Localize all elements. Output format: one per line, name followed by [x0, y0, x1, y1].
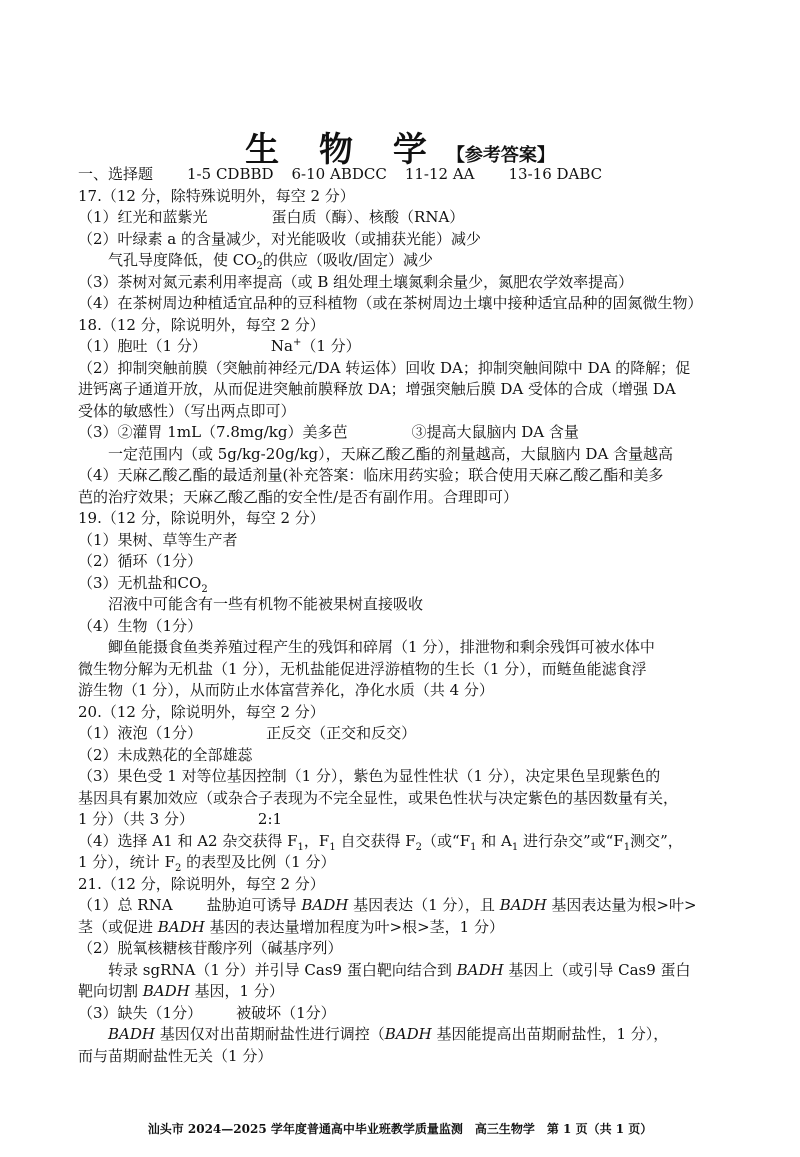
q20-3-line3a: 1 分）（共 3 分）: [78, 810, 194, 828]
q21-2b2: 基因上（或引导 Cas9 蛋白: [503, 960, 691, 979]
q17-2b-post: 的供应（吸收/固定）减少: [262, 251, 433, 269]
mcq-answers: [78, 164, 738, 186]
q17-2b-pre: 气孔导度降低，使 CO: [108, 251, 257, 269]
q21-1a: （1）总 RNA: [78, 896, 173, 914]
q21-heading: 21.（12 分，除说明外，每空 2 分）: [78, 874, 325, 893]
q21-1b: 盐胁迫可诱导: [206, 896, 302, 914]
q21-answer-3c-line2: 而与苗期耐盐性无关（1 分）: [78, 1046, 273, 1065]
answer-content: [78, 164, 738, 1067]
q21-1-l2a: 茎（或促进: [78, 917, 158, 936]
q19-answer-4-line1: 鲫鱼能摄食鱼类养殖过程产生的残饵和碎屑（1 分），排泄物和剩余残饵可被水体中: [108, 638, 655, 656]
q21-answer-3: [78, 1003, 738, 1025]
q20-4-l2s: 2: [175, 863, 182, 874]
q21-3c2: 基因能提高出苗期耐盐性，1 分），: [431, 1025, 669, 1043]
q21-2b4: 基因，1 分）: [189, 982, 284, 1000]
q18-answer-2-line1: （2）抑制突触前膜（突触前神经元/DA 转运体）回收 DA；抑制突触间隙中 DA 的降解；促: [78, 358, 691, 377]
q20-4-c: 自交获得 F: [335, 831, 416, 850]
q17-answer-1: [78, 207, 738, 229]
q19-answer-4-line3: 游生物（1 分），从而防止水体富营养化，净化水质（共 4 分）: [78, 681, 494, 699]
q20-4-a: （4）选择 A1 和 A2 杂交获得 F: [78, 831, 298, 850]
q18-3b: ③提高大鼠脑内 DA 含量: [411, 423, 579, 441]
q20-4-b: ，F: [303, 831, 330, 850]
gene-badh: BADH: [499, 896, 547, 914]
mcq-group-2: 6-10 ABDCC: [291, 165, 387, 183]
q20-answer-2: （2）未成熟花的全部雄蕊: [78, 745, 253, 764]
mcq-group-3: 11-12 AA: [404, 165, 475, 183]
q20-4-g: 测交”，: [630, 831, 683, 850]
q21-answer-1-line2: [78, 917, 738, 939]
q19-answer-1: （1）果树、草等生产者: [78, 530, 238, 549]
gene-badh: BADH: [301, 896, 349, 914]
q20-4-l2b: 的表型及比例（1 分）: [181, 853, 336, 871]
q19-answer-4: （4）生物（1分）: [78, 616, 203, 635]
q18-1b-pre: Na: [270, 337, 293, 355]
q18-1b-sup: +: [292, 337, 302, 348]
q19-answer-4-line2: 微生物分解为无机盐（1 分），无机盐能促进浮游植物的生长（1 分），而鲢鱼能滤食浮: [78, 659, 647, 678]
q21-2b3: 靶向切割: [78, 982, 143, 1000]
q20-answer-3-line3: [78, 809, 738, 831]
q19-3-sub: 2: [201, 583, 208, 595]
q19-answer-2: （2）循环（1分）: [78, 552, 203, 570]
q18-answer-2-line3: 受体的敏感性）（写出两点即可）: [78, 401, 296, 420]
gene-badh: BADH: [456, 960, 504, 979]
q20-answer-1: [78, 723, 738, 745]
q21-answer-2b-line2: [78, 981, 738, 1003]
q19-answer-3b: 沼液中可能含有一些有机物不能被果树直接吸收: [108, 595, 424, 613]
title-main: 生 物 学: [245, 130, 441, 170]
q20-1a: （1）液泡（1分）: [78, 724, 203, 742]
q17-2b-sub: 2: [256, 261, 263, 272]
q21-1-l2b: 基因的表达量增加程度为叶>根>茎，1 分）: [204, 917, 504, 936]
q21-3c1: 基因仅对出苗期耐盐性进行调控（: [154, 1025, 385, 1043]
q19-heading: 19.（12 分，除说明外，每空 2 分）: [78, 509, 325, 527]
q18-answer-4-line1: （4）天麻乙酸乙酯的最适剂量(补充答案：临床用药实验；联合使用天麻乙酸乙酯和美多: [78, 466, 664, 484]
title-tag: 【参考答案】: [446, 145, 555, 166]
q17-answer-2: （2）叶绿素 a 的含量减少，对光能吸收（或捕获光能）减少: [78, 229, 482, 248]
gene-badh: BADH: [384, 1025, 432, 1043]
q20-3-ratio: 2:1: [257, 810, 283, 828]
mcq-group-1: 1-5 CDBBD: [187, 165, 274, 183]
q20-1b: 正反交（正交和反交）: [266, 724, 417, 742]
q20-4-s6: 1: [623, 841, 631, 853]
q20-heading: 20.（12 分，除说明外，每空 2 分）: [78, 702, 325, 721]
q18-answer-2-line2: 进钙离子通道开放，从而促进突触前膜释放 DA；增强突触后膜 DA 受体的合成（增强 DA: [78, 380, 676, 398]
gene-badh: BADH: [142, 982, 190, 1000]
page-footer: 汕头市 2024—2025 学年度普通高中毕业班教学质量监测 高三生物学 第 1 页（共 1 页）: [147, 1122, 653, 1136]
q18-answer-3c: 一定范围内（或 5g/kg-20g/kg），天麻乙酸乙酯的剂量越高，大鼠脑内 DA 含量越高: [108, 444, 674, 463]
q20-4-s3: 2: [415, 841, 423, 853]
q20-4-s1: 1: [297, 841, 304, 853]
q18-answer-3: [78, 422, 738, 444]
q20-4-s4: 1: [470, 841, 477, 853]
q17-answer-2b: [78, 250, 738, 272]
q20-4-l2a: 1 分），统计 F: [78, 853, 175, 871]
q21-answer-2b-line1: [78, 960, 738, 982]
q17-1b: 蛋白质（酶）、核酸（RNA）: [271, 208, 465, 226]
q19-answer-3: [78, 573, 738, 595]
q21-2b1: 转录 sgRNA（1 分）并引导 Cas9 蛋白靶向结合到: [108, 960, 457, 979]
q21-1c: 基因表达（1 分），且: [348, 896, 500, 914]
q21-answer-3c-line1: [78, 1024, 738, 1046]
q21-answer-1-line1: [78, 895, 738, 917]
q21-answer-2: （2）脱氧核糖核苷酸序列（碱基序列）: [78, 939, 343, 957]
q19-3-pre: （3）无机盐和CO: [78, 573, 202, 592]
q17-heading: 17.（12 分，除特殊说明外，每空 2 分）: [78, 186, 355, 205]
mcq-label: 一、选择题: [78, 165, 154, 183]
q17-1a: （1）红光和蓝紫光: [78, 208, 208, 226]
q20-4-f: 进行杂交”或“F: [518, 831, 624, 850]
q17-answer-4: （4）在茶树周边种植适宜品种的豆科植物（或在茶树周边土壤中接种适宜品种的固氮微生物）: [78, 294, 703, 312]
q20-4-s5: 1: [511, 841, 519, 853]
q18-answer-4-line2: 芭的治疗效果；天麻乙酸乙酯的安全性/是否有副作用。合理即可）: [78, 487, 519, 506]
q20-answer-3-line2: 基因具有累加效应（或杂合子表现为不完全显性，或果色性状与决定紫色的基因数量有关，: [78, 788, 679, 807]
q18-heading: 18.（12 分，除说明外，每空 2 分）: [78, 315, 325, 334]
q20-4-d: （或“F: [422, 831, 471, 850]
q21-3a: （3）缺失（1分）: [78, 1003, 203, 1022]
q18-1b-post: （1 分）: [301, 337, 361, 355]
q21-1d: 基因表达量为根>叶>: [546, 896, 697, 914]
q20-4-e: 和 A: [476, 831, 512, 850]
q21-3b: 被破坏（1分）: [236, 1003, 336, 1022]
q20-answer-4-line2: [78, 852, 738, 874]
q17-answer-3: （3）茶树对氮元素利用率提高（或 B 组处理土壤氮剩余量少，氮肥农学效率提高）: [78, 272, 634, 291]
gene-badh: BADH: [157, 917, 205, 936]
q18-answer-1: [78, 336, 738, 358]
q20-answer-4-line1: [78, 831, 738, 853]
mcq-group-4: 13-16 DABC: [508, 165, 603, 183]
q18-1a: （1）胞吐（1 分）: [78, 337, 207, 355]
gene-badh: BADH: [108, 1025, 155, 1043]
q20-answer-3-line1: （3）果色受 1 对等位基因控制（1 分），紫色为显性性状（1 分），决定果色呈现紫色的: [78, 767, 661, 785]
q18-3a: （3）②灌胃 1mL（7.8mg/kg）美多芭: [78, 423, 348, 441]
q20-4-s2: 1: [329, 841, 336, 853]
